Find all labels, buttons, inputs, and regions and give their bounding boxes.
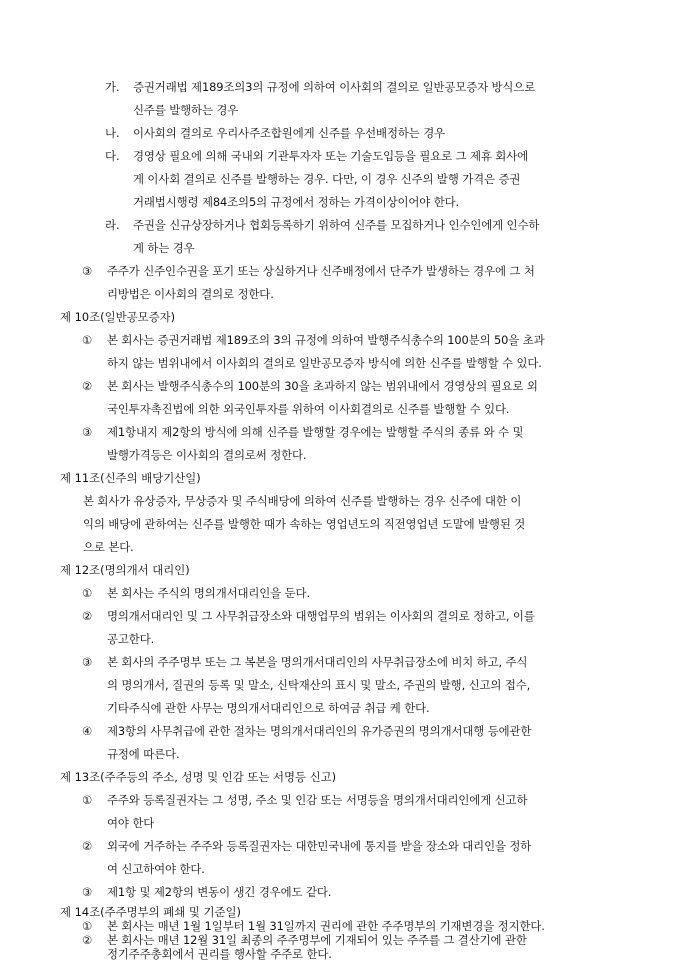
item-text-line: 본 회사는 매년 1월 1일부터 1월 31일까지 권리에 관한 주주명부의 기재변경을 정지한다. (107, 919, 545, 933)
item-marker: ③ (82, 264, 93, 278)
article-heading: 제 10조(일반공모증자) (60, 310, 176, 324)
item-marker: ② (82, 379, 93, 393)
item-text-line: 증권거래법 제189조의3의 규정에 의하여 이사회의 결의로 일반공모증자 방식으로 (133, 80, 536, 94)
item-marker: ② (82, 609, 93, 623)
item-text-line: 여야 한다 (107, 816, 155, 830)
item-marker: ① (82, 586, 93, 600)
item-text-line: 국인투자촉진법에 의한 외국인투자를 위하여 이사회결의로 신주를 발행할 수 있다. (107, 402, 510, 416)
item-text-line: 하지 않는 범위내에서 이사회의 결의로 일반공모증자 방식에 의한 신주를 발행할 수 있다. (107, 356, 542, 370)
item-text-line: 여 신고하여야 한다. (107, 862, 205, 876)
item-text-line: 본 회사는 매년 12월 31일 최종의 주주명부에 기재되어 있는 주주를 그 결산기에 관한 (107, 933, 527, 947)
item-text-line: 발행가격등은 이사회의 결의로써 정한다. (107, 448, 307, 462)
item-text-line: 공고한다. (107, 632, 155, 646)
article-text-line: 익의 배당에 관하여는 신주를 발행한 때가 속하는 영업년도의 직전영업년 도말에 발행된 것 (83, 517, 526, 531)
item-marker: ④ (82, 724, 93, 738)
item-marker: ③ (82, 425, 93, 439)
item-marker: ① (82, 919, 93, 933)
item-text-line: 의 명의개서, 질권의 등록 및 말소, 신탁재산의 표시 및 말소, 주권의 발행, 신고의 접수, (107, 678, 531, 692)
article-text-line: 본 회사가 유상증자, 무상증자 및 주식배당에 의하여 신주를 발행하는 경우 신주에 대한 이 (83, 494, 522, 508)
item-text-line: 제1항내지 제2항의 방식에 의해 신주를 발행할 경우에는 발행할 주식의 종류 와 수 및 (107, 425, 524, 439)
item-text-line: 게 이사회 결의로 신주를 발행하는 경우. 다만, 이 경우 신주의 발행 가격은 증권 (133, 172, 521, 186)
item-marker: ② (82, 839, 93, 853)
article-text-line: 으로 본다. (83, 540, 134, 554)
item-text-line: 신주를 발행하는 경우 (133, 103, 239, 117)
item-marker: ① (82, 793, 93, 807)
article-heading: 제 12조(명의개서 대리인) (60, 563, 190, 577)
article-heading: 제 14조(주주명부의 폐쇄 및 기준일) (60, 905, 241, 919)
item-text-line: 본 회사의 주주명부 또는 그 복본을 명의개서대리인의 사무취급장소에 비치 하고, 주식 (107, 655, 528, 669)
item-text-line: 외국에 거주하는 주주와 등록질권자는 대한민국내에 통지를 받을 장소와 대리인을 정하 (107, 839, 532, 853)
item-text-line: 본 회사는 발행주식총수의 100분의 30을 초과하지 않는 범위내에서 경영상의 필요로 외 (107, 379, 538, 393)
item-text-line: 이사회의 결의로 우리사주조합원에게 신주를 우선배정하는 경우 (133, 126, 445, 140)
item-text-line: 주주와 등록질권자는 그 성명, 주소 및 인감 또는 서명등을 명의개서대리인에게 신고하 (107, 793, 528, 807)
article-heading: 제 13조(주주등의 주소, 성명 및 인감 또는 서명등 신고) (60, 770, 337, 784)
item-text-line: 주주가 신주인수권을 포기 또는 상실하거나 신주배정에서 단주가 발생하는 경우에 그 처 (107, 264, 535, 278)
item-text-line: 게 하는 경우 (133, 241, 195, 255)
item-text-line: 본 회사는 증권거래법 제189조의 3의 규정에 의하여 발행주식총수의 100분의 50을 초과 (107, 333, 545, 347)
item-text-line: 주권을 신규상장하거나 협회등록하기 위하여 신주를 모집하거나 인수인에게 인수하 (133, 218, 540, 232)
article-heading: 제 11조(신주의 배당기산일) (60, 471, 201, 485)
item-marker: 가. (105, 80, 120, 94)
item-text-line: 본 회사는 주식의 명의개서대리인을 둔다. (107, 586, 310, 600)
item-marker: 다. (105, 149, 120, 163)
item-text-line: 정기주주총회에서 권리를 행사할 주주로 한다. (107, 947, 332, 961)
item-marker: ③ (82, 655, 93, 669)
item-marker: ② (82, 933, 93, 947)
item-marker: 나. (105, 126, 120, 140)
item-marker: ③ (82, 885, 93, 899)
item-text-line: 기타주식에 관한 사무는 명의개서대리인으로 하여금 취급 케 한다. (107, 701, 430, 715)
item-text-line: 리방법은 이사회의 결의로 정한다. (107, 287, 274, 301)
item-text-line: 명의개서대리인 및 그 사무취급장소와 대행업무의 범위는 이사회의 결의로 정하고, 이를 (107, 609, 535, 623)
item-text-line: 거래법시행령 제84조의5의 규정에서 정하는 가격이상이어야 한다. (133, 195, 460, 209)
item-text-line: 제3항의 사무취급에 관한 절차는 명의개서대리인의 유가증권의 명의개서대행 등에관한 (107, 724, 532, 738)
item-text-line: 규정에 따른다. (107, 747, 180, 761)
item-marker: ① (82, 333, 93, 347)
item-marker: 라. (105, 218, 120, 232)
item-text-line: 제1항 및 제2항의 변동이 생긴 경우에도 같다. (107, 885, 332, 899)
item-text-line: 경영상 필요에 의해 국내외 기관투자자 또는 기술도입등을 필요로 그 제휴 회사에 (133, 149, 529, 163)
